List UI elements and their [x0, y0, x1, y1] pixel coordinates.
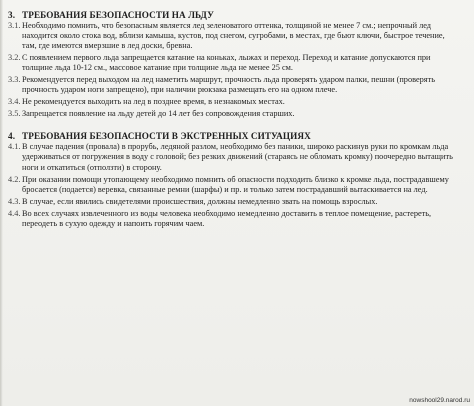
item-number: 3.3.: [8, 75, 21, 85]
item-text: Необходимо помнить, что безопасным является лед зеленоватого оттенка, толщиной не менее 7 см.; непрочный лед находится около стока вод, вблизи камыша, кустов, под снегом, сугробами, в местах, где бьют ключи, быстрое течение, там, где имеются вмерзшие в лед доски, бревна.: [22, 21, 445, 51]
list-item: [8, 21, 466, 51]
item-number: 3.5.: [8, 109, 21, 119]
item-text: При оказании помощи утопающему необходимо помнить об опасности подходить близко к кромке льда, пострадавшему бросается (подается) веревка, связанные ремни (шарфы) и пр. и только затем пострадавший вытаскивается на лед.: [22, 174, 449, 194]
item-number: 3.1.: [8, 21, 21, 30]
list-item: [8, 109, 466, 119]
section-4-heading: [8, 131, 466, 142]
item-number: 4.4.: [8, 208, 21, 218]
item-text: В случае, если явились свидетелями происшествия, должны немедленно звать на помощь взрослых.: [22, 196, 378, 206]
list-item: [8, 197, 466, 207]
source-watermark: nowshool29.narod.ru: [409, 397, 470, 404]
item-number: 3.4.: [8, 97, 21, 107]
section-3-heading: [8, 10, 466, 21]
item-text: С появлением первого льда запрещается катание на коньках, лыжах и переход. Переход и катание допускаются при толщине льда 10-12 см., массовое катание при толщине льда не менее 25 см.: [22, 53, 431, 73]
item-text: В случае падения (провала) в прорубь, ледяной разлом, необходимо без паники, широко раскинув руки по кромкам льда удерживаться от погружения в воду с головой; без резких движений (стараясь не обломать кромку) поочередно вытащить ноги и откатиться (отползти) в сторону.: [22, 142, 453, 172]
item-number: 4.2.: [8, 174, 21, 184]
list-item: [8, 75, 466, 95]
section-3-title: ТРЕБОВАНИЯ БЕЗОПАСНОСТИ НА ЛЬДУ: [22, 10, 214, 20]
section-4-number: 4.: [8, 131, 16, 142]
item-number: 3.2.: [8, 53, 21, 63]
page-edge-shadow: [0, 0, 3, 406]
instruction-sheet: [8, 4, 466, 229]
list-item: [8, 209, 466, 229]
list-item: [8, 142, 466, 172]
item-text: Не рекомендуется выходить на лед в позднее время, в незнакомых местах.: [22, 97, 285, 107]
item-number: 4.1.: [8, 142, 21, 152]
item-text: Рекомендуется перед выходом на лед наметить маршрут, прочность льда проверять ударом палки, пешни (проверять прочность ударом ноги запрещено), при наличии рюкзака размещать его на одном плече.: [22, 75, 436, 95]
list-item: [8, 53, 466, 73]
item-number: 4.3.: [8, 196, 21, 206]
list-item: [8, 175, 466, 195]
list-item: [8, 97, 466, 107]
section-3-number: 3.: [8, 10, 16, 20]
item-text: Во всех случаях извлеченного из воды человека необходимо немедленно доставить в теплое помещение, растереть, переодеть в сухую одежду и напоить горячим чаем.: [22, 208, 432, 228]
section-4-title: ТРЕБОВАНИЯ БЕЗОПАСНОСТИ В ЭКСТРЕННЫХ СИТУАЦИЯХ: [22, 131, 311, 142]
item-text: Запрещается появление на льду детей до 14 лет без сопровождения старших.: [22, 109, 295, 119]
